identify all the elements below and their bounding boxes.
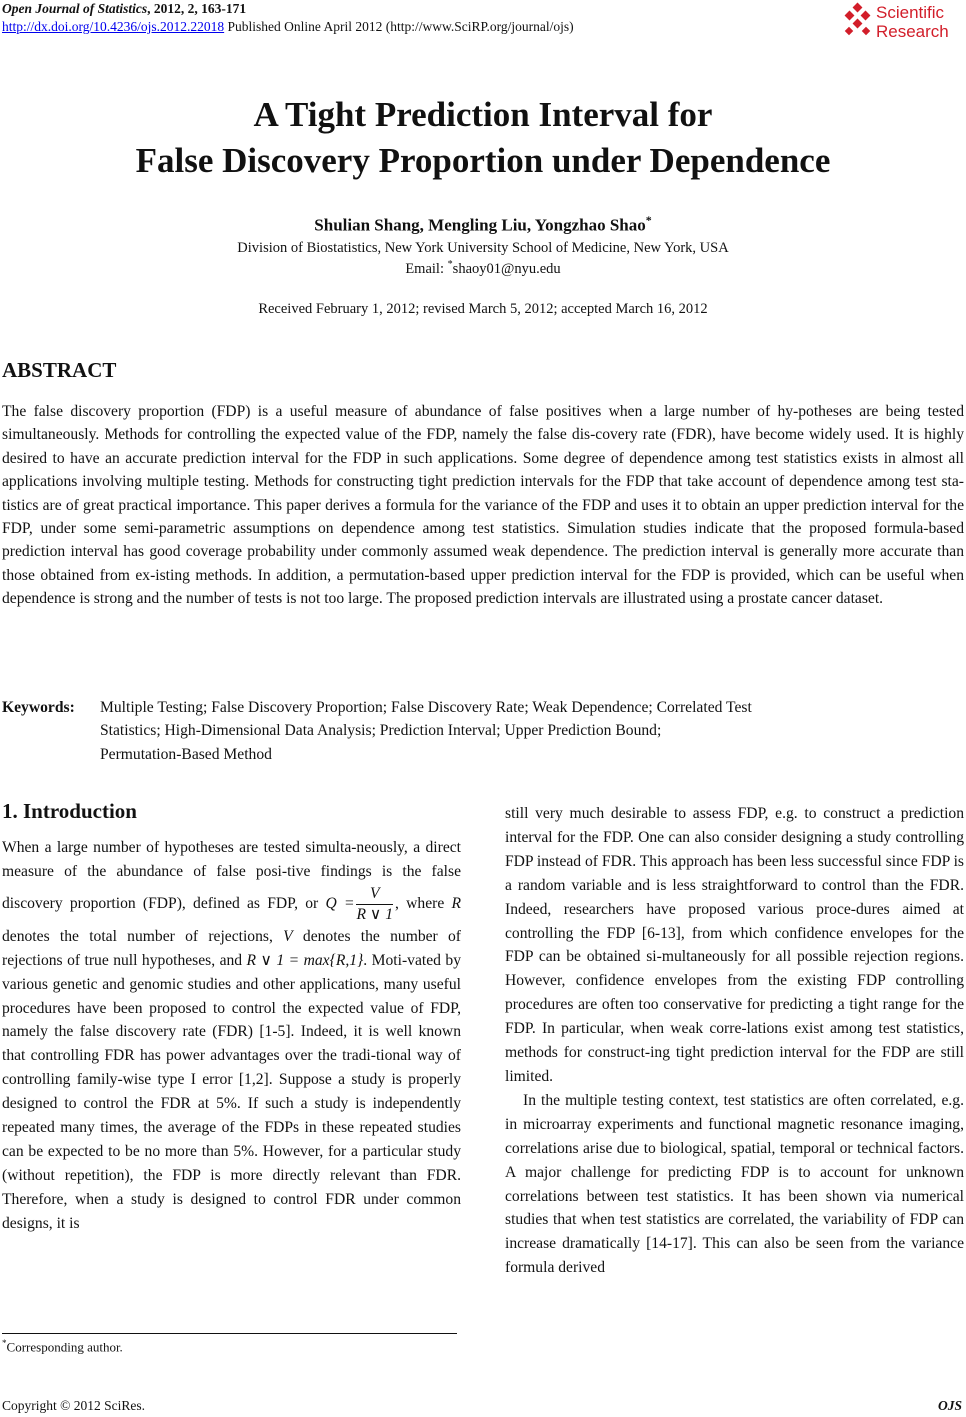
title-line-1: A Tight Prediction Interval for (253, 95, 713, 134)
keywords-line-3: Permutation-Based Method (100, 745, 272, 763)
keywords-line-2: Statistics; High-Dimensional Data Analysis; Prediction Interval; Upper Prediction Bound; (100, 722, 662, 740)
fraction-numerator: V (356, 884, 393, 905)
section-heading-introduction: 1. Introduction (2, 799, 137, 823)
abstract-heading: ABSTRACT (2, 358, 117, 382)
copyright-notice: Copyright © 2012 SciRes. (2, 1398, 146, 1413)
logo-text-line1: Scientific (876, 3, 945, 22)
received-dates: Received February 1, 2012; revised March 5, 2012; accepted March 16, 2012 (258, 301, 708, 317)
fraction-denominator: R ∨ 1 (356, 905, 394, 923)
variable-r: R (451, 894, 461, 912)
variable-v: V (283, 927, 293, 945)
footnote-text: Corresponding author. (6, 1339, 123, 1355)
keywords-label: Keywords: (2, 699, 75, 716)
email-line (0, 259, 966, 278)
paragraph-continued: still very much desirable to assess FDP, e.g. to construct a prediction interval for the FDP. One can also consider designing a study controlling FDP instead of FDR. This approach has been less successful since FDP is a random variable and is less straightforward to control than the FDR. Indeed, researchers have proposed various proce-dures aimed at controlling the FDP [6-13], from which confidence envelopes for the FDP can be obtained si-multaneously for all possible rejection regions. However, confidence envelopes from the existing FDP controlling procedures are often too conservative for predicting a tight range for the FDP. In particular, when weak corre-lations exist among test statistics, methods for construct-ing tight prediction interval for the FDP are still limited. (505, 805, 964, 1085)
footnote (2, 1338, 123, 1355)
doi-line (2, 19, 574, 35)
journal-citation (2, 1, 246, 17)
doi-link[interactable]: http://dx.doi.org/10.4236/ojs.2012.22018 (2, 19, 225, 34)
published-info: Published Online April 2012 (http://www.SciRP.org/journal/ojs) (224, 19, 574, 34)
equation-max: R ∨ 1 = max{R,1} (246, 951, 364, 969)
intro-text-d: denotes the number of rejections of true null hypotheses, and (2, 927, 461, 969)
equation-fdp-fraction (356, 884, 393, 925)
logo-text-line2: Research (876, 22, 949, 41)
journal-abbreviation: OJS (937, 1398, 962, 1413)
email-mark: * (447, 259, 453, 270)
equation-q-lhs: Q = (325, 894, 355, 912)
intro-text-a: When a large number of hypotheses are tested simulta-neously, a direct measure of the abundance of false posi-tive findings is the false discovery proportion (FDP), defined as FDP, or (2, 839, 461, 912)
body-column-left (2, 836, 461, 1236)
scientific-research-logo (842, 2, 964, 42)
title-line-2: False Discovery Proportion under Dependence (135, 141, 831, 180)
intro-text-c: denotes the total number of rejections, (2, 927, 284, 945)
keywords-list (100, 696, 960, 766)
author-list (0, 213, 966, 236)
abstract-text: The false discovery proportion (FDP) is a useful measure of abundance of false positives when a large number of hy-potheses are being tested simultaneously. Methods for controlling the expected value of the FDP, namely the false dis-covery rate (FDR), have become widely used. It is highly desired to have an accurate prediction interval for the FDP in such applications. Some degree of dependence among test statistics exists in almost all applications involving multiple testing. Methods for constructing tight prediction intervals for the FDP that take account of dependence among test sta-tistics are of great practical importance. This paper derives a formula for the variance of the FDP and uses it to obtain an upper prediction interval for the FDP, under some semi-parametric assumptions on dependence among test statistics. Simulation studies indicate that the proposed formula-based prediction interval has good coverage probability under commonly assumed weak dependence. The prediction interval is generally more accurate than those obtained from ex-isting methods. In addition, a permutation-based upper prediction interval for the FDP is provided, which can be useful when dependence is strong and the number of tests is not too large. The proposed prediction intervals are illustrated using a prostate cancer dataset. (2, 403, 964, 608)
intro-text-e: . Moti-vated by various genetic and genomic studies and other applications, many useful procedures have been proposed to control the expected value of FDP, namely the false discovery rate (FDR) [1-5]. Indeed, it is well known that controlling FDR has power advantages over the tradi-tional way of controlling family-wise type I error [1,2]. Suppose a study is properly designed to control the FDR at 5%. If such a study is independently repeated many times, the average of the FDPs in these repeated studies can be expected to be no more than 5%. However, for a particular study (without repetition), the FDP is more directly relevant than FDR. Therefore, when a study is designed to control FDR under common designs, it is (2, 951, 461, 1232)
paragraph-correlation: In the multiple testing context, test statistics are often correlated, e.g. in microarray experiments and functional magnetic resonance imaging, correlations arise due to biological, spatial, temporal or technical factors. A major challenge for predicting FDP is to account for unknown correlations between test statistics. It has been shown via numerical studies that when test statistics are correlated, the variability of FDP can increase dramatically [14-17]. This can also be seen from the variance formula derived (505, 1091, 964, 1277)
paper-title (0, 92, 966, 184)
footnote-divider (2, 1333, 457, 1334)
intro-text-b: , where (395, 894, 452, 912)
body-column-right (505, 802, 964, 1280)
journal-name: Open Journal of Statistics (2, 1, 148, 16)
footnote-mark: * (2, 1338, 7, 1348)
authors-text: Shulian Shang, Mengling Liu, Yongzhao Shao (314, 215, 646, 235)
logo-mark-icon (842, 2, 874, 40)
affiliation: Division of Biostatistics, New York University School of Medicine, New York, USA (237, 240, 729, 256)
citation-info: , 2012, 2, 163-171 (147, 1, 247, 16)
corresponding-mark: * (645, 213, 652, 227)
keywords-line-1: Multiple Testing; False Discovery Proportion; False Discovery Rate; Weak Dependence; Correlated Test (100, 699, 752, 716)
email-label: Email: (405, 260, 448, 277)
email-address[interactable]: shaoy01@nyu.edu (452, 260, 561, 277)
